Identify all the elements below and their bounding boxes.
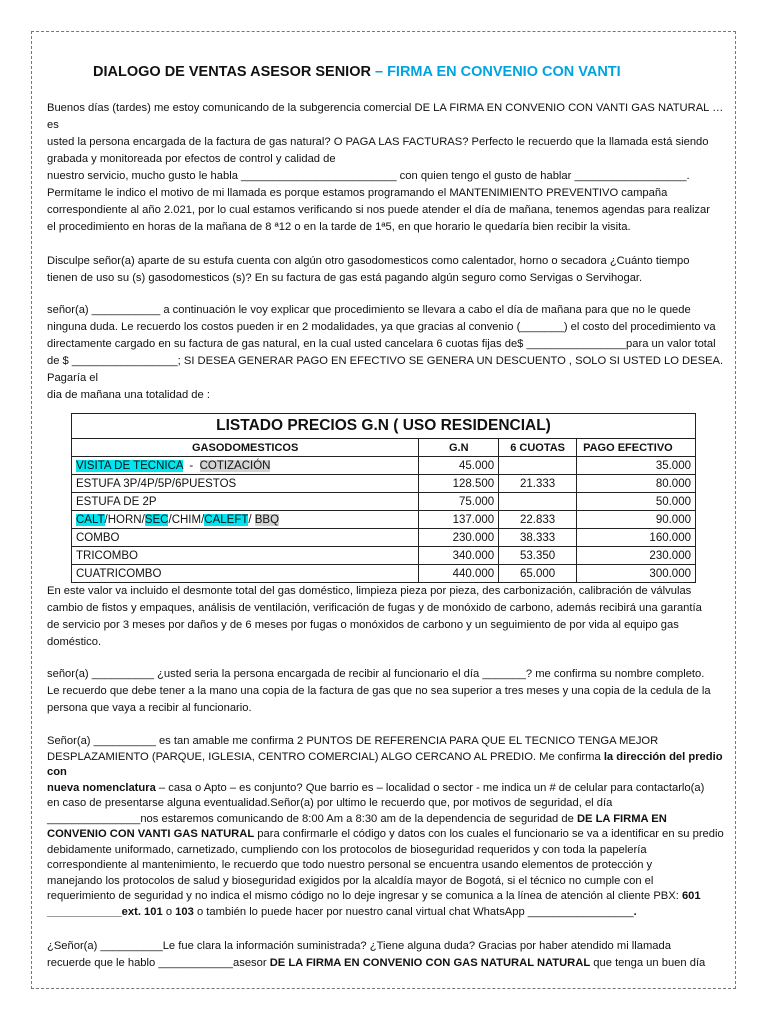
separator: / bbox=[248, 513, 255, 526]
text-line: correspondiente al año 2.021, por lo cual estamos verificando si nos puede atender el día de mañana, tenemos agendas para realizar bbox=[47, 204, 710, 216]
text-span: recuerde que le hablo ____________asesor bbox=[47, 957, 270, 969]
text-line bbox=[47, 905, 725, 921]
text-line: cambio de fistos y empaques, análisis de ventilación, verificación de fugas y de monóxido de carbono, además recibirá una garantía bbox=[47, 602, 702, 614]
bold-span: 601 bbox=[681, 890, 701, 902]
referencia-paragraph bbox=[47, 734, 725, 920]
gn-cell: 137.000 bbox=[419, 511, 499, 529]
text-line: señor(a) __________ ¿usted seria la persona encargada de recibir al funcionario el día _______? me confirma su nombre completo. bbox=[47, 668, 705, 680]
title-main: DIALOGO DE VENTAS ASESOR SENIOR bbox=[93, 64, 371, 80]
table-row bbox=[72, 475, 696, 493]
table-row bbox=[72, 565, 696, 583]
text-span: – casa o Apto – es conjunto? Que barrio es – localidad o sector - me indica un # de celular para contactarlo(a) bbox=[155, 781, 705, 794]
highlight-sec: SEC bbox=[144, 513, 169, 526]
text-chim: CHIM bbox=[171, 513, 202, 526]
table-row bbox=[72, 511, 696, 529]
text-line: Le recuerdo que debe tener a la mano una copia de la factura de gas que no sea superior a tres meses y una copia de la cedula de la bbox=[47, 685, 711, 697]
efectivo-cell: 90.000 bbox=[577, 511, 696, 529]
text-line: Disculpe señor(a) aparte de su estufa cuenta con algún otro gasodomesticos como calentador, horno o secadora ¿Cuánto tiempo bbox=[47, 255, 690, 267]
text-line bbox=[47, 781, 725, 797]
text-line: el procedimiento en horas de la mañana de 8 ª12 o en la tarde de 1ª5, en que horario le quedaría bien recibir la visita. bbox=[47, 221, 631, 233]
efectivo-cell: 230.000 bbox=[577, 547, 696, 565]
text-span: o bbox=[162, 905, 176, 918]
text-line: manejando los protocolos de salud y bioseguridad exigidos por la alcaldía mayor de Bogotá, si el técnico no cumple con el bbox=[47, 874, 654, 887]
bold-span: . bbox=[633, 905, 637, 918]
text-line: persona que vaya a recibir al funcionario. bbox=[47, 702, 252, 714]
text-line: debidamente uniformado, carnetizado, cumpliendo con los protocolos de bioseguridad requeridos y con toda la papelería bbox=[47, 843, 647, 856]
cuotas-cell: 53.350 bbox=[499, 547, 577, 565]
efectivo-cell: 300.000 bbox=[577, 565, 696, 583]
bold-span: DE LA FIRMA EN CONVENIO CON GAS NATURAL NATURAL bbox=[269, 957, 591, 969]
gn-cell: 230.000 bbox=[419, 529, 499, 547]
intro-paragraph bbox=[47, 100, 725, 185]
text-line bbox=[47, 827, 725, 843]
gn-cell: 45.000 bbox=[419, 457, 499, 475]
text-line bbox=[47, 955, 725, 972]
separator: / bbox=[141, 513, 145, 526]
cierre-paragraph bbox=[47, 938, 725, 972]
item-cell bbox=[72, 457, 419, 475]
gn-cell: 75.000 bbox=[419, 493, 499, 511]
highlight-caleft: CALEFT bbox=[204, 513, 249, 526]
motivo-paragraph bbox=[47, 185, 725, 236]
table-row bbox=[72, 493, 696, 511]
item-cell bbox=[72, 511, 419, 529]
text-line: dia de mañana una totalidad de : bbox=[47, 389, 210, 401]
text-line: en caso de presentarse alguna eventualidad.Señor(a) por ultimo le recuerdo que, por motivos de seguridad, el día bbox=[47, 797, 613, 809]
cuotas-cell bbox=[499, 457, 577, 475]
cuotas-cell: 38.333 bbox=[499, 529, 577, 547]
table-row bbox=[72, 547, 696, 565]
text-line: Buenos días (tardes) me estoy comunicando de la subgerencia comercial DE LA FIRMA EN CONVENIO CON VANTI GAS NATURAL … es bbox=[47, 102, 724, 131]
separator: - bbox=[182, 459, 200, 472]
cuotas-cell bbox=[499, 493, 577, 511]
item-cell: TRICOMBO bbox=[72, 547, 419, 565]
separator: / bbox=[201, 513, 205, 526]
header-efectivo: PAGO EFECTIVO bbox=[577, 439, 696, 457]
item-cell: CUATRICOMBO bbox=[72, 565, 419, 583]
bold-span: ____________ext. 101 bbox=[47, 905, 163, 918]
text-line bbox=[47, 812, 725, 828]
incluye-paragraph bbox=[47, 583, 725, 651]
text-line: usted la persona encargada de la factura de gas natural? O PAGA LAS FACTURAS? Perfecto le recuerdo que la llamada está siendo bbox=[47, 136, 709, 148]
efectivo-cell: 160.000 bbox=[577, 529, 696, 547]
text-line: grabada y monitoreada por efectos de control y calidad de bbox=[47, 153, 336, 165]
text-span: que tenga un buen día bbox=[590, 957, 706, 969]
efectivo-cell: 80.000 bbox=[577, 475, 696, 493]
header-gn: G.N bbox=[419, 439, 499, 457]
header-cuotas: 6 CUOTAS bbox=[499, 439, 577, 457]
highlight-visita: VISITA DE TECNICA bbox=[76, 459, 183, 472]
cuotas-cell: 65.000 bbox=[499, 565, 577, 583]
bold-span: DE LA FIRMA EN bbox=[576, 812, 667, 825]
table-title: LISTADO PRECIOS G.N ( USO RESIDENCIAL) bbox=[72, 414, 696, 439]
text-line bbox=[47, 750, 725, 781]
text-line: directamente cargado en su factura de gas natural, en la cual usted cancelara 6 cuotas fijas de$ ________________para un valor total bbox=[47, 338, 716, 350]
gn-cell: 440.000 bbox=[419, 565, 499, 583]
text-line: ¿Señor(a) __________Le fue clara la información suministrada? ¿Tiene alguna duda? Gracias por haber atendido mi llamada bbox=[47, 940, 671, 952]
separator: / bbox=[104, 513, 108, 526]
bold-span: CONVENIO CON VANTI GAS NATURAL bbox=[47, 828, 255, 840]
text-span: requerimiento de seguridad y no indica el mismo código no lo deje ingresar y se comunica a la línea de atención al cliente PBX: bbox=[47, 890, 682, 902]
text-span: _______________nos estaremos comunicando de 8:00 Am a 8:30 am de la dependencia de seguridad de bbox=[47, 812, 577, 825]
table-row bbox=[72, 529, 696, 547]
bold-span: nueva nomenclatura bbox=[47, 781, 156, 794]
text-horn: HORN bbox=[107, 513, 142, 526]
highlight-calt: CALT bbox=[76, 513, 105, 526]
price-table bbox=[71, 413, 696, 583]
gn-cell: 340.000 bbox=[419, 547, 499, 565]
text-line bbox=[47, 889, 725, 905]
bold-span: 103 bbox=[175, 905, 194, 918]
header-gasodomesticos: GASODOMESTICOS bbox=[72, 439, 419, 457]
text-line: de $ _________________; SI DESEA GENERAR PAGO EN EFECTIVO SE GENERA UN DESCUENTO , SOLO SI USTED LO DESEA. Pagaría el bbox=[47, 355, 724, 384]
text-line: tienen de uso su (s) gasodomesticos (s)? En su factura de gas está pagando algún seguro como Servigas o Servihogar. bbox=[47, 272, 643, 284]
text-line: correspondiente al mantenimiento, le recuerdo que todo nuestro personal se encuentra usando elementos de protección y bbox=[47, 859, 653, 871]
text-line: doméstico. bbox=[47, 636, 102, 648]
disculpe-paragraph bbox=[47, 253, 725, 287]
item-cell: COMBO bbox=[72, 529, 419, 547]
text-line: nuestro servicio, mucho gusto le habla _________________________ con quien tengo el gusto de hablar __________________. bbox=[47, 170, 690, 182]
table-row bbox=[72, 457, 696, 475]
funcionario-paragraph bbox=[47, 666, 725, 717]
gn-cell: 128.500 bbox=[419, 475, 499, 493]
text-line: señor(a) ___________ a continuación le voy explicar que procedimiento se llevara a cabo el día de mañana para que no le quede bbox=[47, 304, 691, 316]
separator: / bbox=[168, 513, 172, 526]
text-span: DESPLAZAMIENTO (PARQUE, IGLESIA, CENTRO COMERCIAL) ALGO CERCANO AL PREDIO. Me confirma bbox=[47, 750, 604, 763]
text-line: ninguna duda. Le recuerdo los costos pueden ir en 2 modalidades, ya que gracias al convenio (_______) el costo del procedimiento va bbox=[47, 321, 716, 333]
cuotas-cell: 21.333 bbox=[499, 475, 577, 493]
text-line: En este valor va incluido el desmonte total del gas doméstico, limpieza pieza por pieza, des carbonización, calibración de válvulas bbox=[47, 585, 692, 597]
cuotas-cell: 22.833 bbox=[499, 511, 577, 529]
text-line: de servicio por 3 meses por daños y de 6 meses por fugas o monóxidos de carbono y un seguimiento de por vida al equipo gas bbox=[47, 619, 679, 631]
item-cell: ESTUFA 3P/4P/5P/6PUESTOS bbox=[72, 475, 419, 493]
document-title bbox=[93, 64, 621, 80]
text-line: Señor(a) __________ es tan amable me confirma 2 PUNTOS DE REFERENCIA PARA QUE EL TECNICO TENGA MEJOR bbox=[47, 735, 659, 747]
efectivo-cell: 50.000 bbox=[577, 493, 696, 511]
highlight-bbq: BBQ bbox=[254, 513, 280, 526]
costos-paragraph bbox=[47, 302, 725, 404]
efectivo-cell: 35.000 bbox=[577, 457, 696, 475]
highlight-cotizacion: COTIZACIÓN bbox=[199, 459, 271, 472]
text-line: Permítame le indico el motivo de mi llamada es porque estamos programando el MANTENIMIENTO PREVENTIVO campaña bbox=[47, 187, 668, 199]
bold-span: la dirección del predio con bbox=[47, 750, 723, 778]
text-span: o también lo puede hacer por nuestro canal virtual chat WhatsApp _________________ bbox=[193, 905, 634, 918]
text-span: para confirmarle el código y datos con los cuales el funcionario se va a identificar en su predio bbox=[254, 828, 724, 840]
title-accent: – FIRMA EN CONVENIO CON VANTI bbox=[370, 64, 621, 80]
item-cell: ESTUFA DE 2P bbox=[72, 493, 419, 511]
